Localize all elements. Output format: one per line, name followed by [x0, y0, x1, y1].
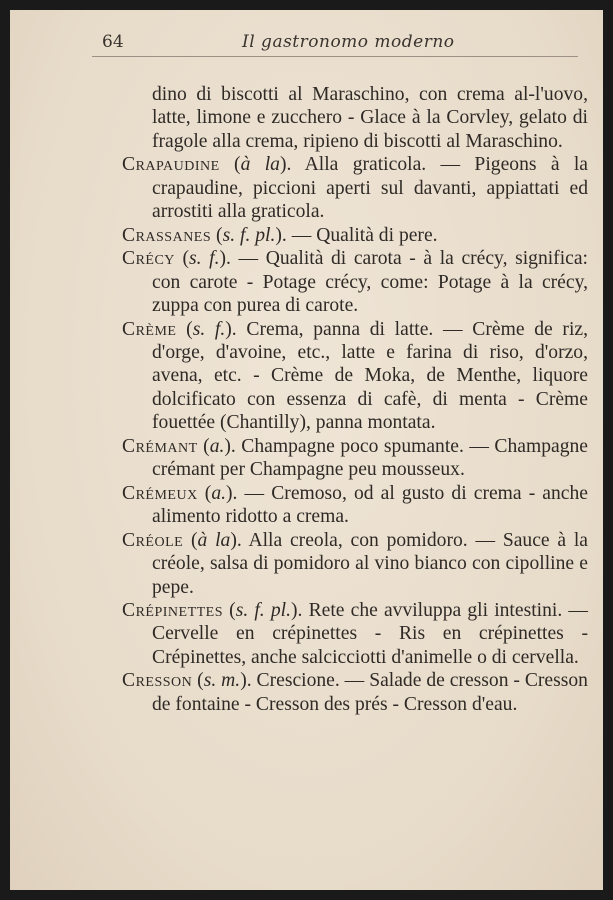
entry-definition: Alla creola, con pomidoro. — Sauce à la créole, salsa di pomidoro al vino bianco con cipolline e pepe. — [152, 529, 588, 598]
entry: Créole (à la). Alla creola, con pomidoro. — Sauce à la créole, salsa di pomidoro al vino bianco con cipolline e pepe. — [122, 529, 588, 598]
entry-grammar: à la — [197, 529, 231, 551]
entry: Crassanes (s. f. pl.). — Qualità di pere. — [122, 224, 438, 246]
entry: Crémeux (a.). — Cremoso, od al gusto di crema - anche alimento ridotto a crema. — [122, 482, 588, 528]
entry: Crapaudine (à la). Alla graticola. — Pigeons à la crapaudine, piccioni aperti sul davanti, appiattati ed arrostiti alla graticola. — [122, 154, 589, 223]
entry-grammar: s. f. pl. — [222, 224, 276, 246]
running-title: Il gastronomo moderno — [242, 32, 455, 52]
entry: Cresson (s. m.). Crescione. — Salade de cresson - Cresson de fontaine - Cresson des prés - Cresson d'eau. — [122, 670, 588, 715]
entry-headword: Crème — [122, 318, 177, 340]
entry-definition: — Cremoso, od al gusto di crema - anche alimento ridotto a crema. — [152, 482, 588, 528]
entry-grammar: s. f. pl. — [235, 599, 291, 621]
entry: Crépinettes (s. f. pl.). Rete che avviluppa gli intestini. — Cervelle en crépinettes - Ris en crépinettes - Crépinettes, anche salcicciotti d'animelle o di cervella. — [122, 599, 588, 668]
entry-definition: Rete che avviluppa gli intestini. — Cervelle en crépinettes - Ris en crépinettes - Crépinettes, anche salcicciotti d'animelle o di cervella. — [152, 599, 588, 668]
entry-grammar: a. — [209, 435, 225, 457]
entry-headword: Crassanes — [122, 224, 212, 246]
entry-definition: Champagne poco spumante. — Champagne crémant per Champagne peu mousseux. — [152, 435, 588, 481]
entry-grammar: a. — [211, 482, 227, 504]
page-number: 64 — [102, 32, 124, 52]
entry: Crème (s. f.). Crema, panna di latte. — Crème de riz, d'orge, d'avoine, etc., latte e farina di riso, d'orzo, avena, etc. - Crème de Moka, de Menthe, liquore dolcificato con essenza di cafè, di menta - Crème fouettée (Chantilly), panna montata. — [122, 318, 588, 434]
entry-headword: Créole — [122, 529, 184, 551]
entry-grammar: s. f. — [189, 248, 220, 270]
entry-headword: Crépinettes — [122, 599, 224, 621]
entry: Crémant (a.). Champagne poco spumante. — Champagne crémant per Champagne peu mousseux. — [122, 435, 588, 481]
entry-grammar: s. m. — [203, 670, 241, 692]
entry-grammar: s. f. — [192, 318, 226, 340]
entry-headword: Crécy — [122, 248, 175, 270]
entry-headword: Crémant — [122, 435, 198, 457]
page-header — [102, 32, 502, 58]
entry-headword: Cresson — [122, 670, 193, 692]
entry-definition: Crescione. — Salade de cresson - Cresson de fontaine - Cresson des prés - Cresson d'eau. — [152, 670, 588, 715]
entry-continuation: dino di biscotti al Maraschino, con crema al-l'uovo, latte, limone e zucchero - Glace à la Corvley, gelato di fragole alla crema, ripieno di biscotti al Maraschino. — [152, 84, 588, 152]
entry-headword: Crapaudine — [122, 154, 220, 176]
entry-definition: Crema, panna di latte. — Crème de riz, d'orge, d'avoine, etc., latte e farina di riso, d'orzo, avena, etc. - Crème de Moka, de Menthe, liquore dolcificato con essenza di cafè, di menta - Crème fouettée (Chantilly), panna montata. — [152, 318, 588, 434]
header-rule — [92, 56, 578, 57]
entry-definition: Alla graticola. — Pigeons à la crapaudine, piccioni aperti sul davanti, appiattati ed arrostiti alla graticola. — [152, 154, 589, 223]
entry-definition: — Qualità di pere. — [286, 224, 438, 246]
entry-grammar: à la — [240, 154, 280, 176]
entry-headword: Crémeux — [122, 482, 198, 504]
dictionary-content — [122, 83, 588, 716]
entry: Crécy (s. f.). — Qualità di carota - à la crécy, significa: con carote - Potage crécy, come: Potage à la crécy, zuppa con purea di carote. — [122, 248, 588, 317]
entry-definition: — Qualità di carota - à la crécy, significa: con carote - Potage crécy, come: Potage à la crécy, zuppa con purea di carote. — [152, 248, 588, 317]
